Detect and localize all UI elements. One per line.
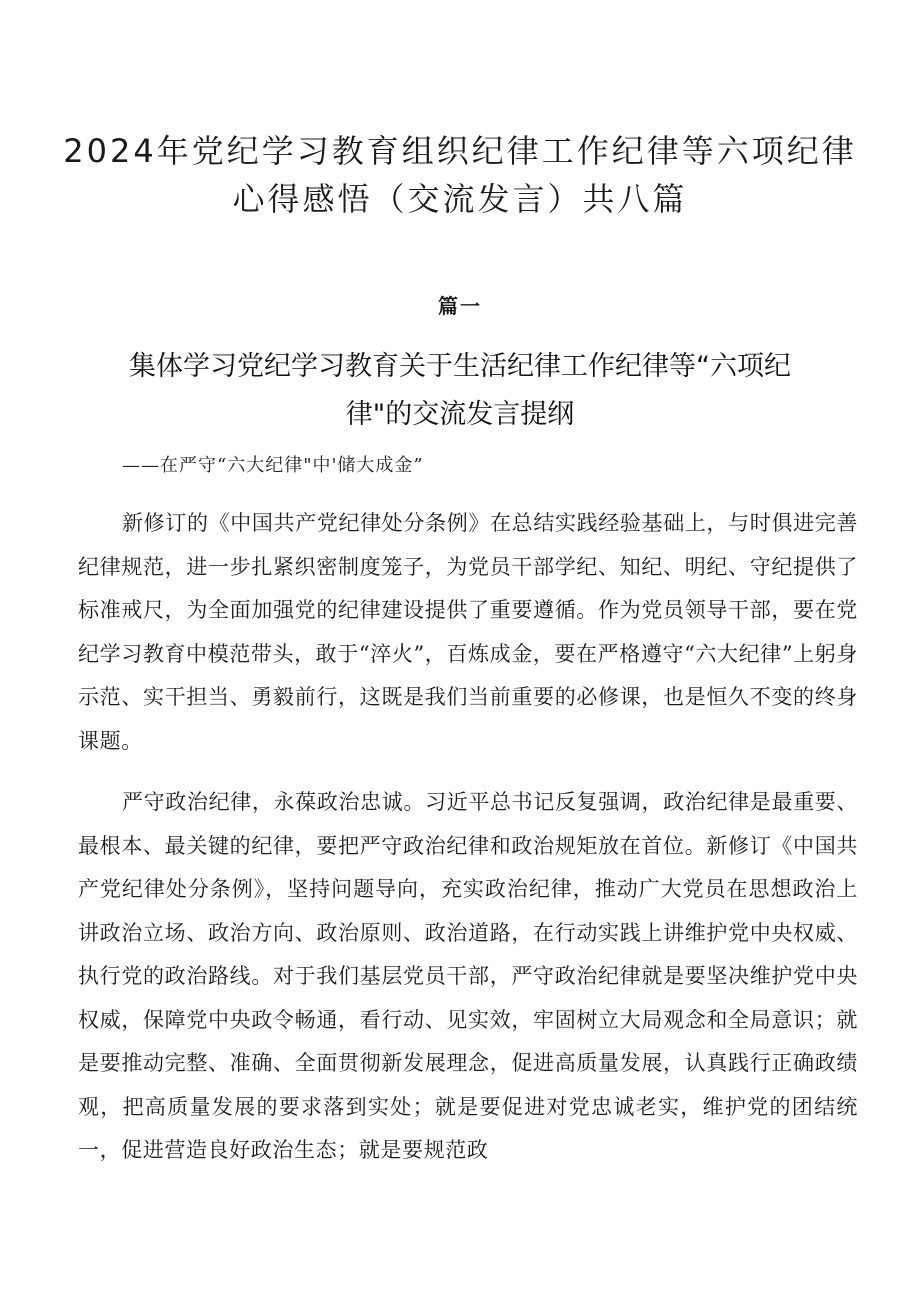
section-subtitle-line-1: 集体学习党纪学习教育关于生活纪律工作纪律等“六项纪: [129, 351, 791, 382]
body-paragraph: 新修订的《中国共产党纪律处分条例》在总结实践经验基础上，与时俱进完善纪律规范，进一步扎紧织密制度笼子，为党员干部学纪、知纪、明纪、守纪提供了标准戒尺，为全面加强党的纪律建设提供了重要遵循。作为党员领导干部，要在党纪学习教育中模范带头，敢于“淬火”，百炼成金，要在严格遵守“六大纪律”上躬身示范、实干担当、勇毅前行，这既是我们当前重要的必修课，也是恒久不变的终身课题。: [78, 511, 858, 753]
section-label: 篇一: [438, 294, 482, 318]
document-title-line-1: 2024年党纪学习教育组织纪律工作纪律等六项纪律: [63, 132, 857, 170]
section-subtitle-line-2: 律"的交流发言提纲: [345, 399, 575, 430]
body-paragraph: 严守政治纪律，永葆政治忠诚。习近平总书记反复强调，政治纪律是最重要、最根本、最关键的纪律，要把严守政治纪律和政治规矩放在首位。新修订《中国共产党纪律处分条例》，坚持问题导向，充实政治纪律，推动广大党员在思想政治上讲政治立场、政治方向、政治原则、政治道路，在行动实践上讲维护党中央权威、执行党的政治路线。对于我们基层党员干部，严守政治纪律就是要坚决维护党中央权威，保障党中央政令畅通，看行动、见实效，牢固树立大局观念和全局意识；就是要推动完整、准确、全面贯彻新发展理念，促进高质量发展，认真践行正确政绩观，把高质量发展的要求落到实处；就是要促进对党忠诚老实，维护党的团结统一，促进营造良好政治生态；就是要规范政: [78, 790, 858, 1162]
document-title-line-2: 心得感悟（交流发言）共八篇: [232, 180, 688, 218]
section-motto: ——在严守“六大纪律"中'储大成金”: [122, 455, 424, 476]
